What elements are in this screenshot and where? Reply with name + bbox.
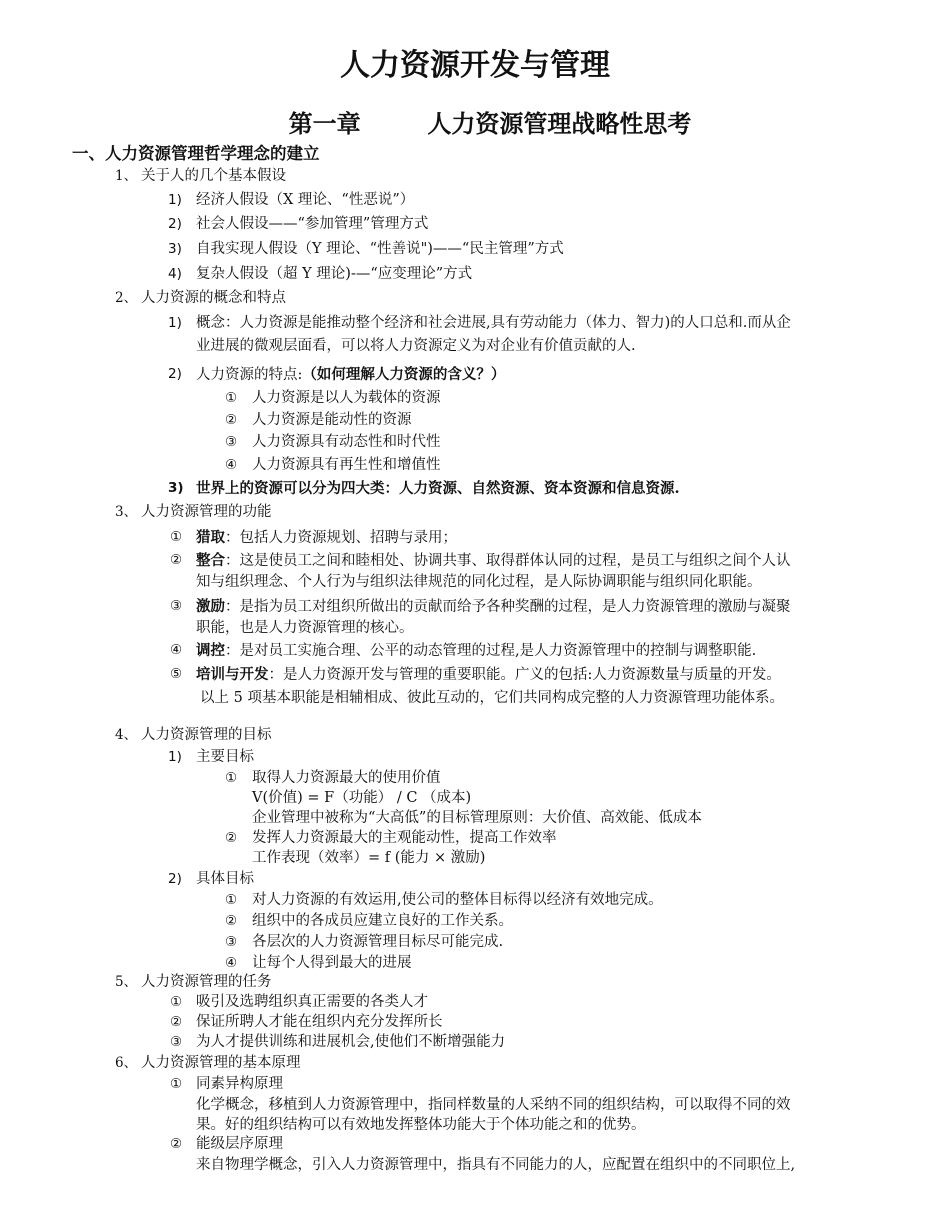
function-text: ：是指为员工对组织所做出的贡献而给予各种奖酬的过程，是人力资源管理的激励与凝聚 (225, 599, 791, 615)
concept-text: 业进展的微观层面看，可以将人力资源定义为对企业有价值贡献的人. (196, 338, 636, 354)
list-item: 人力资源是能动性的资源 (252, 412, 412, 428)
list-item: 具体目标 (196, 871, 254, 887)
circled-number: ③ (170, 598, 183, 614)
list-item: 自我实现人假设（Y 理论、“性善说")——“民主管理”方式 (196, 241, 564, 257)
subsection-heading: 人力资源管理的功能 (141, 504, 272, 520)
subsection-heading: 人力资源管理的基本原理 (141, 1055, 301, 1071)
formula: 工作表现（效率）= f (能力 × 激励) (252, 850, 486, 866)
function-text: ：包括人力资源规划、招聘与录用； (225, 530, 457, 546)
list-item: 复杂人假设（超 Y 理论)-—“应变理论”方式 (196, 266, 473, 282)
feature-question: （如何理解人力资源的含义？） (302, 366, 506, 383)
circled-number: ② (170, 1136, 183, 1152)
list-item: 组织中的各成员应建立良好的工作关系。 (252, 913, 513, 929)
list-item: 为人才提供训练和进展机会,使他们不断增强能力 (196, 1034, 506, 1050)
function-term: 培训与开发 (196, 666, 269, 683)
circled-number: ① (170, 1076, 183, 1092)
list-item: 主要目标 (196, 749, 254, 765)
subsection-heading: 人力资源的概念和特点 (141, 290, 286, 306)
list-item: 让每个人得到最大的进展 (252, 955, 412, 971)
list-item: 同素异构原理 (196, 1076, 283, 1092)
circled-number: ① (225, 770, 238, 786)
list-item: 人力资源具有再生性和增值性 (252, 457, 441, 473)
principle-text: 果。好的组织结构可以有效地发挥整体功能大于个体功能之和的优势。 (196, 1117, 646, 1133)
function-term: 猎取 (196, 529, 225, 546)
subsection-heading: 关于人的几个基本假设 (141, 168, 286, 184)
function-term: 激励 (196, 598, 225, 615)
list-item: 能级层序原理 (196, 1136, 283, 1152)
circled-number: ④ (225, 457, 238, 473)
circled-number: ⑤ (170, 666, 183, 682)
function-summary: 以上 5 项基本职能是相辅相成、彼此互动的，它们共同构成完整的人力资源管理功能体系。 (200, 690, 784, 706)
list-number: 1) (168, 192, 182, 208)
circled-number: ③ (225, 934, 238, 950)
feature-lead: 人力资源的特点: (196, 367, 303, 383)
list-item: 各层次的人力资源管理目标尽可能完成. (252, 934, 504, 950)
circled-number: ① (225, 892, 238, 908)
function-text: ：是人力资源开发与管理的重要职能。广义的包括:人力资源数量与质量的开发。 (268, 667, 781, 683)
item-number: 6、 (115, 1055, 138, 1071)
principle-text: 来自物理学概念，引入人力资源管理中，指具有不同能力的人，应配置在组织中的不同职位上, (196, 1157, 796, 1173)
function-term: 调控 (196, 642, 225, 659)
list-item: 发挥人力资源最大的主观能动性，提高工作效率 (252, 830, 557, 846)
function-item (196, 640, 756, 662)
circled-number: ① (170, 529, 183, 545)
circled-number: ② (225, 830, 238, 846)
circled-number: ① (225, 390, 238, 406)
function-item (196, 664, 781, 686)
function-text: 知与组织理念、个人行为与组织法律规范的同化过程，是人际协调职能与组织同化职能。 (196, 574, 762, 590)
function-text: ：是对员工实施合理、公平的动态管理的过程,是人力资源管理中的控制与调整职能. (225, 643, 757, 659)
item-number: 2、 (115, 290, 138, 306)
list-item: 社会人假设——“参加管理”管理方式 (196, 216, 429, 232)
concept-text: 概念：人力资源是能推动整个经济和社会进展,具有劳动能力（体力、智力)的人口总和.而从企 (196, 315, 791, 331)
list-number: 3) (168, 241, 182, 257)
circled-number: ③ (225, 434, 238, 450)
function-item (196, 550, 791, 572)
list-number: 2) (168, 216, 182, 232)
subsection-heading: 人力资源管理的目标 (141, 727, 272, 743)
list-item: 对人力资源的有效运用,使公司的整体目标得以经济有效地完成。 (252, 892, 663, 908)
circled-number: ② (170, 552, 183, 568)
function-term: 整合 (196, 552, 225, 569)
circled-number: ④ (225, 955, 238, 971)
list-item: 取得人力资源最大的使用价值 (252, 770, 441, 786)
section-heading: 一、人力资源管理哲学理念的建立 (72, 144, 320, 163)
note-text: 企业管理中被称为“大高低”的目标管理原则：大价值、高效能、低成本 (252, 810, 702, 826)
list-item: 人力资源具有动态性和时代性 (252, 434, 441, 450)
circled-number: ② (225, 412, 238, 428)
item-number: 1、 (115, 168, 138, 184)
list-item: 经济人假设（X 理论、“性恶说”） (196, 192, 415, 208)
list-number: 2) (168, 366, 182, 382)
item-number: 5、 (115, 974, 138, 990)
circled-number: ② (170, 1014, 183, 1030)
item-number: 3、 (115, 504, 138, 520)
list-item: 人力资源是以人为载体的资源 (252, 390, 441, 406)
function-text: 职能，也是人力资源管理的核心。 (196, 620, 414, 636)
circled-number: ① (170, 994, 183, 1010)
formula: V(价值) = F（功能） / C （成本) (252, 790, 472, 806)
subsection-heading: 人力资源管理的任务 (141, 974, 272, 990)
circled-number: ④ (170, 642, 183, 658)
feature-heading (196, 364, 505, 386)
list-number: 4) (168, 266, 182, 282)
function-item (196, 527, 457, 549)
list-item: 世界上的资源可以分为四大类：人力资源、自然资源、资本资源和信息资源. (196, 480, 680, 497)
list-item: 保证所聘人才能在组织内充分发挥所长 (196, 1014, 443, 1030)
list-number: 3) (168, 480, 184, 496)
item-number: 4、 (115, 727, 138, 743)
list-number: 2) (168, 871, 182, 887)
list-item: 吸引及选聘组织真正需要的各类人才 (196, 994, 428, 1010)
list-number: 1) (168, 315, 182, 331)
circled-number: ② (225, 913, 238, 929)
chapter-title: 第一章 人力资源管理战略性思考 (288, 110, 692, 138)
list-number: 1) (168, 749, 182, 765)
circled-number: ③ (170, 1034, 183, 1050)
principle-text: 化学概念，移植到人力资源管理中，指同样数量的人采纳不同的组织结构，可以取得不同的效 (196, 1097, 791, 1113)
document-title: 人力资源开发与管理 (340, 48, 610, 83)
function-item (196, 596, 791, 618)
function-text: ：这是使员工之间和睦相处、协调共事、取得群体认同的过程，是员工与组织之间个人认 (225, 553, 791, 569)
